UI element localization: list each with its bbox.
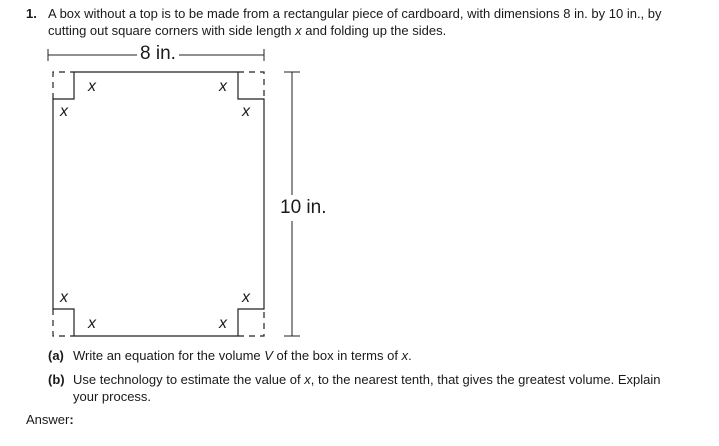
corner-label-tr-top: x (219, 78, 227, 95)
corner-label-bl-side: x (60, 289, 68, 306)
corner-label-br-side: x (242, 289, 250, 306)
answer-text: Answer (26, 412, 70, 427)
part-a-text-3: . (408, 348, 412, 363)
corner-label-bl-bottom: x (88, 315, 96, 332)
corner-label-br-bottom: x (219, 315, 227, 332)
stem-variable: x (295, 23, 302, 38)
part-a-text-2: of the box in terms of (272, 348, 402, 363)
part-b (48, 371, 708, 407)
answer-colon: : (69, 412, 74, 427)
part-a-label: (a) (48, 348, 64, 363)
part-b-line-2: your process. (73, 389, 152, 404)
part-b-text-2: , to the nearest tenth, that gives the greatest volume. Explain (310, 372, 661, 387)
part-b-text-1: Use technology to estimate the value of (73, 372, 305, 387)
part-a-text-1: Write an equation for the volume (73, 348, 265, 363)
corner-label-tr-side: x (242, 103, 250, 120)
part-a-var-v: V (264, 348, 273, 363)
question-stem-line-1: A box without a top is to be made from a rectangular piece of cardboard, with dimensions 8 in. by 10 in., by (48, 6, 662, 21)
cardboard-outline (53, 72, 264, 336)
part-b-text (73, 371, 708, 405)
answer-label (26, 412, 74, 427)
stem-text-a: cutting out square corners with side length (48, 23, 296, 38)
part-b-line-1 (73, 371, 708, 388)
corner-label-tl-top: x (88, 78, 96, 95)
part-a (48, 347, 708, 365)
part-a-text (73, 347, 412, 364)
part-a-var-x: x (401, 348, 409, 363)
stem-text-b: and folding up the sides. (301, 23, 447, 38)
corner-cutouts-dashed (53, 72, 264, 336)
part-b-var-x: x (304, 372, 311, 387)
question-number: 1. (26, 6, 37, 21)
width-label: 8 in. (137, 43, 179, 65)
part-b-label: (b) (48, 372, 65, 387)
corner-label-tl-side: x (60, 103, 68, 120)
height-label: 10 in. (280, 195, 326, 221)
